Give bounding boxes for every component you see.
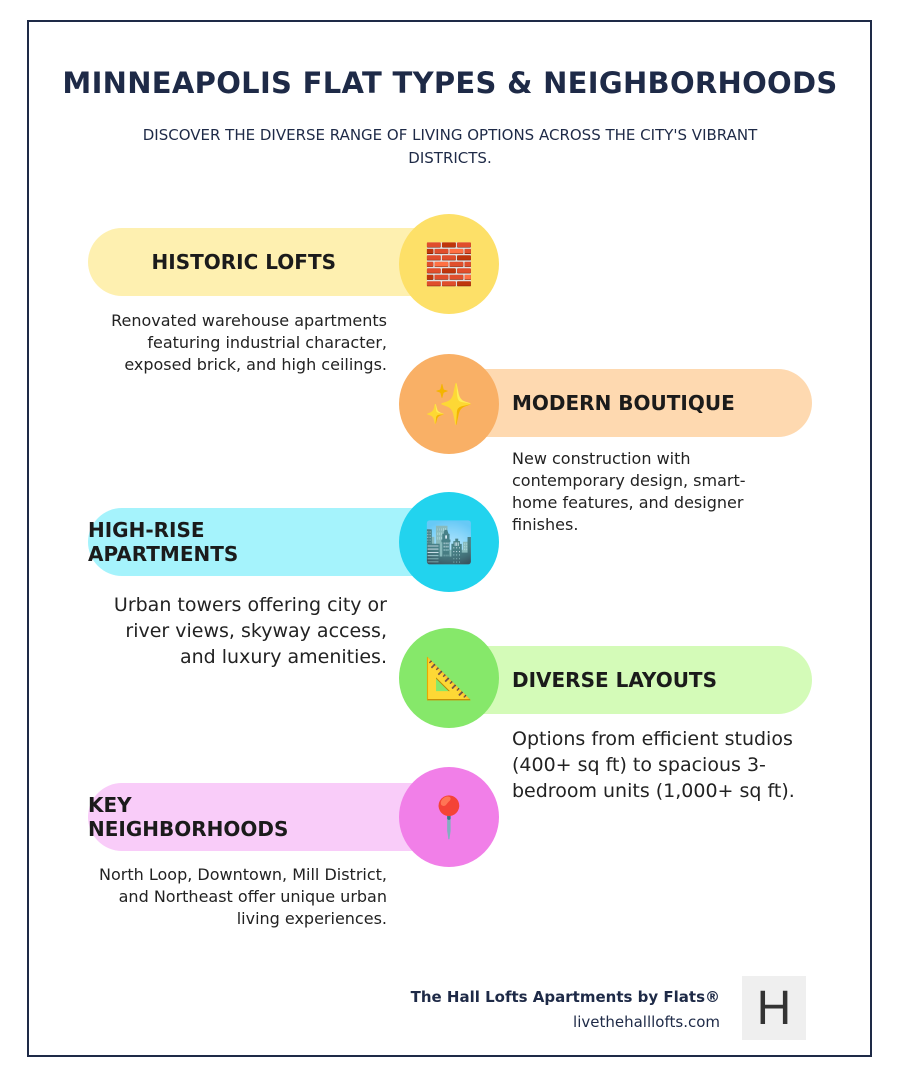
pill-modern-boutique — [450, 369, 812, 437]
pill-historic-lofts — [88, 228, 448, 296]
pill-key-neighborhoods — [88, 783, 448, 851]
brick-icon: 🧱 — [399, 214, 499, 314]
item-label: HISTORIC LOFTS — [151, 250, 336, 274]
item-label: HIGH-RISE APARTMENTS — [88, 518, 239, 566]
pin-icon: 📍 — [399, 767, 499, 867]
brand-logo: H — [742, 976, 806, 1040]
page-subtitle: DISCOVER THE DIVERSE RANGE OF LIVING OPTIONS ACROSS THE CITY'S VIBRANT DISTRICTS. — [142, 126, 758, 167]
sparkles-icon: ✨ — [399, 354, 499, 454]
triangular-ruler-icon: 📐 — [399, 628, 499, 728]
pill-high-rise — [88, 508, 448, 576]
item-label: MODERN BOUTIQUE — [512, 391, 735, 415]
item-label: KEY NEIGHBORHOODS — [88, 793, 289, 841]
website-link[interactable]: livethehalllofts.com — [573, 1013, 720, 1031]
item-desc: North Loop, Downtown, Mill District, and Northeast offer unique urban living experiences. — [99, 865, 387, 928]
item-desc: Options from efficient studios (400+ sq ft) to spacious 3-bedroom units (1,000+ sq ft). — [512, 728, 795, 802]
brand-name: The Hall Lofts Apartments by Flats® — [410, 988, 720, 1006]
page-title: MINNEAPOLIS FLAT TYPES & NEIGHBORHOODS — [62, 66, 838, 100]
cityscape-icon: 🏙️ — [399, 492, 499, 592]
item-desc: Renovated warehouse apartments featuring industrial character, exposed brick, and high ceilings. — [111, 311, 387, 374]
item-desc: Urban towers offering city or river views, skyway access, and luxury amenities. — [113, 594, 387, 668]
item-desc: New construction with contemporary design, smart-home features, and designer finishes. — [512, 449, 746, 534]
item-label: DIVERSE LAYOUTS — [512, 668, 717, 692]
pill-diverse-layouts — [450, 646, 812, 714]
